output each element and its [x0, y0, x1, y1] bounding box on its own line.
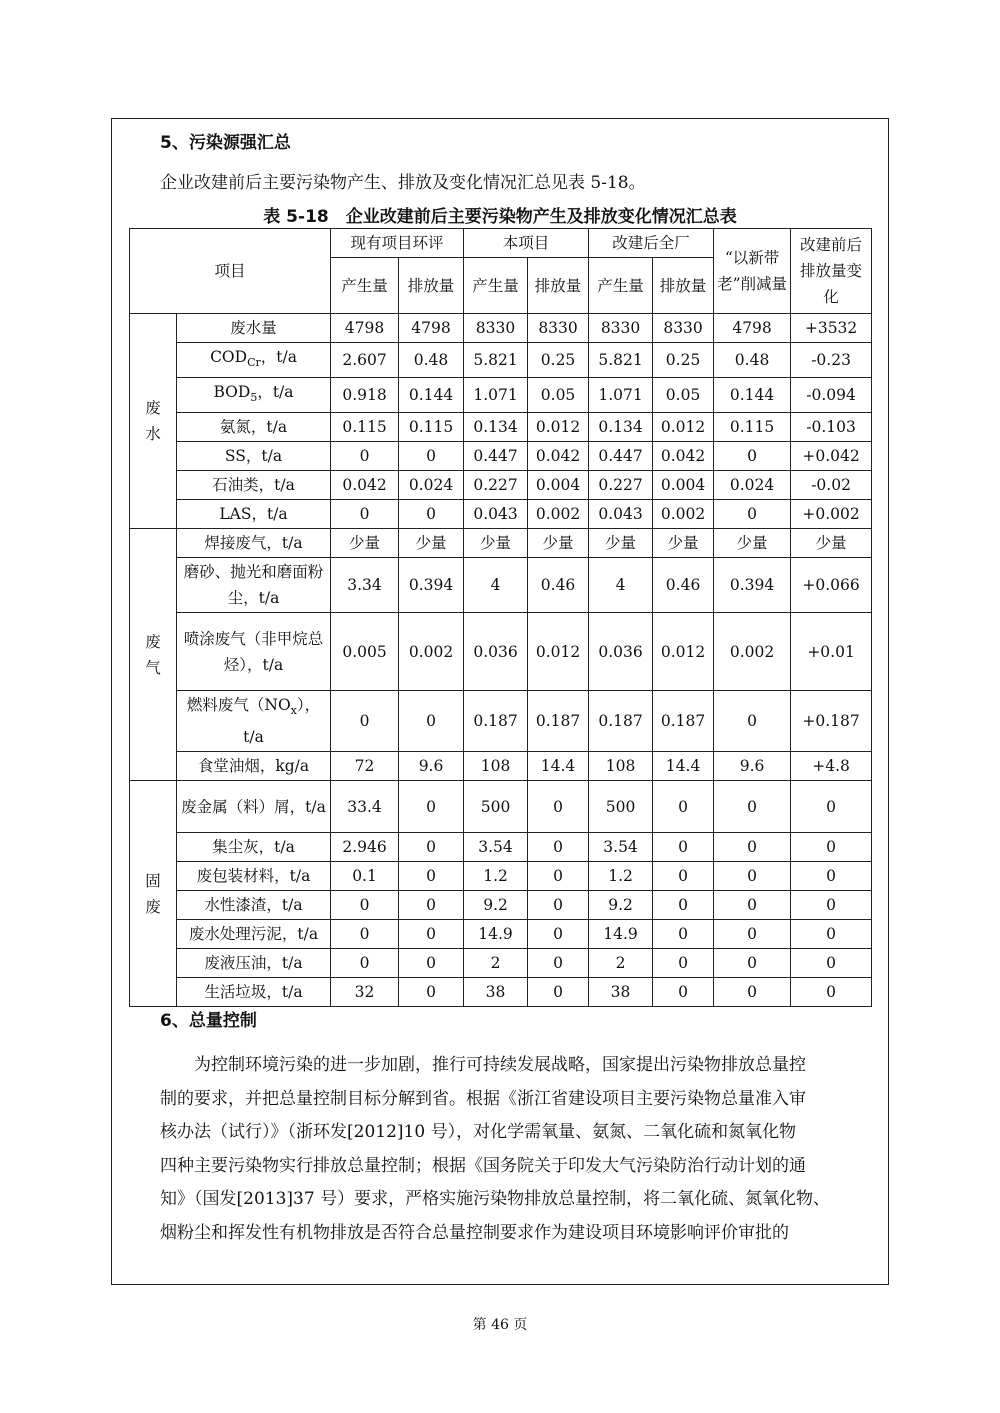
item-label-cell: 石油类，t/a: [177, 471, 331, 500]
value-cell: 少量: [589, 529, 653, 558]
value-cell: 0: [399, 949, 464, 978]
value-cell: 0: [399, 442, 464, 471]
value-cell: 0.187: [653, 691, 714, 752]
value-cell: 0.012: [528, 613, 589, 691]
value-cell: 0.227: [464, 471, 528, 500]
value-cell: 2.946: [331, 833, 399, 862]
value-cell: 1.071: [589, 378, 653, 413]
value-cell: 0: [528, 891, 589, 920]
value-cell: 0: [714, 691, 791, 752]
value-cell: 0: [791, 920, 872, 949]
value-cell: 0.004: [528, 471, 589, 500]
value-cell: 0.48: [399, 343, 464, 378]
value-cell: 8330: [528, 314, 589, 343]
value-cell: -0.103: [791, 413, 872, 442]
value-cell: 0: [714, 500, 791, 529]
section-6-body: [160, 1049, 880, 1250]
table-row: [130, 442, 872, 471]
table-row: [130, 314, 872, 343]
value-cell: 14.4: [653, 752, 714, 781]
value-cell: 0.447: [464, 442, 528, 471]
header-item: 项目: [130, 229, 331, 314]
value-cell: 0.036: [589, 613, 653, 691]
value-cell: 0.187: [589, 691, 653, 752]
header-reduce: “以新带老”削减量: [714, 229, 791, 314]
value-cell: 0: [653, 949, 714, 978]
value-cell: 0: [528, 862, 589, 891]
value-cell: 0.46: [653, 558, 714, 613]
value-cell: 0.115: [331, 413, 399, 442]
section-5-title: 5、污染源强汇总: [160, 133, 291, 153]
value-cell: 0.115: [399, 413, 464, 442]
table-row: [130, 691, 872, 752]
value-cell: 0: [714, 862, 791, 891]
table-row: [130, 343, 872, 378]
table-row: [130, 891, 872, 920]
value-cell: 0.002: [399, 613, 464, 691]
header-change: 改建前后排放量变化: [791, 229, 872, 314]
header-discharge: 排放量: [653, 258, 714, 314]
table-row: [130, 613, 872, 691]
table-row: [130, 500, 872, 529]
value-cell: 少量: [714, 529, 791, 558]
value-cell: 38: [464, 978, 528, 1007]
value-cell: 0.002: [528, 500, 589, 529]
page-number: 第 46 页: [472, 1317, 528, 1333]
value-cell: 0: [399, 891, 464, 920]
value-cell: 0: [653, 978, 714, 1007]
table-row: [130, 471, 872, 500]
value-cell: +0.002: [791, 500, 872, 529]
header-after: 改建后全厂: [589, 229, 714, 258]
value-cell: 0.043: [464, 500, 528, 529]
paragraph-line: 核办法（试行）》（浙环发[2012]10 号），对化学需氧量、氨氮、二氧化硫和氮氧化物: [160, 1122, 797, 1142]
value-cell: 0.042: [331, 471, 399, 500]
value-cell: 0.918: [331, 378, 399, 413]
value-cell: 0: [653, 781, 714, 833]
value-cell: 0: [399, 833, 464, 862]
table-row: [130, 949, 872, 978]
header-produce: 产生量: [464, 258, 528, 314]
value-cell: 8330: [653, 314, 714, 343]
table-row: [130, 378, 872, 413]
item-label-cell: 废水量: [177, 314, 331, 343]
header-existing: 现有项目环评: [331, 229, 464, 258]
value-cell: 0: [714, 949, 791, 978]
header-discharge: 排放量: [528, 258, 589, 314]
value-cell: 3.54: [464, 833, 528, 862]
value-cell: 少量: [653, 529, 714, 558]
value-cell: 3.34: [331, 558, 399, 613]
table-row: [130, 781, 872, 833]
value-cell: 32: [331, 978, 399, 1007]
value-cell: 9.6: [399, 752, 464, 781]
value-cell: +3532: [791, 314, 872, 343]
item-label-cell: 废水处理污泥，t/a: [177, 920, 331, 949]
value-cell: 0.002: [653, 500, 714, 529]
value-cell: -0.02: [791, 471, 872, 500]
value-cell: 0.394: [714, 558, 791, 613]
value-cell: 0.48: [714, 343, 791, 378]
value-cell: 0: [791, 833, 872, 862]
value-cell: 0: [791, 891, 872, 920]
value-cell: 0.187: [464, 691, 528, 752]
value-cell: 0: [714, 833, 791, 862]
pollutant-table: [129, 228, 872, 1007]
value-cell: 38: [589, 978, 653, 1007]
value-cell: 0.05: [653, 378, 714, 413]
value-cell: 0.012: [653, 613, 714, 691]
header-project: 本项目: [464, 229, 589, 258]
value-cell: 0: [331, 500, 399, 529]
table-body: [130, 314, 872, 1007]
value-cell: 0.024: [714, 471, 791, 500]
value-cell: 0.1: [331, 862, 399, 891]
value-cell: 0.004: [653, 471, 714, 500]
value-cell: 2.607: [331, 343, 399, 378]
value-cell: 0.002: [714, 613, 791, 691]
value-cell: 0.447: [589, 442, 653, 471]
value-cell: 0: [331, 949, 399, 978]
value-cell: 0: [399, 978, 464, 1007]
header-discharge: 排放量: [399, 258, 464, 314]
table-row: [130, 978, 872, 1007]
paragraph-line: 知》（国发[2013]37 号）要求，严格实施污染物排放总量控制，将二氧化硫、氮氧化物、: [160, 1189, 831, 1209]
item-label-cell: LAS，t/a: [177, 500, 331, 529]
value-cell: 0.25: [653, 343, 714, 378]
value-cell: 少量: [399, 529, 464, 558]
value-cell: 0.042: [653, 442, 714, 471]
value-cell: 0: [399, 920, 464, 949]
value-cell: 108: [589, 752, 653, 781]
value-cell: 0.187: [528, 691, 589, 752]
value-cell: 0: [791, 862, 872, 891]
item-label-cell: $BOD_5$，t/a: [177, 378, 331, 413]
value-cell: 0.012: [653, 413, 714, 442]
item-label-cell: 废液压油，t/a: [177, 949, 331, 978]
value-cell: 8330: [589, 314, 653, 343]
value-cell: 1.071: [464, 378, 528, 413]
value-cell: 0.394: [399, 558, 464, 613]
value-cell: 0: [399, 862, 464, 891]
value-cell: -0.23: [791, 343, 872, 378]
value-cell: 0: [714, 920, 791, 949]
category-cell: 固 废: [130, 781, 177, 1007]
value-cell: 500: [464, 781, 528, 833]
category-cell: 废 气: [130, 529, 177, 781]
value-cell: 0: [399, 781, 464, 833]
value-cell: 4: [589, 558, 653, 613]
category-cell: 废 水: [130, 314, 177, 529]
value-cell: 0: [791, 949, 872, 978]
table-row: [130, 413, 872, 442]
header-produce: 产生量: [589, 258, 653, 314]
value-cell: 14.9: [589, 920, 653, 949]
item-label-cell: 磨砂、抛光和磨面粉尘，t/a: [177, 558, 331, 613]
value-cell: 0: [331, 442, 399, 471]
value-cell: -0.094: [791, 378, 872, 413]
value-cell: 0: [653, 920, 714, 949]
value-cell: 33.4: [331, 781, 399, 833]
value-cell: 9.2: [589, 891, 653, 920]
value-cell: 少量: [464, 529, 528, 558]
section-5-intro: 企业改建前后主要污染物产生、排放及变化情况汇总见表 5-18。: [160, 173, 646, 193]
table-row: [130, 529, 872, 558]
paragraph-line: 四种主要污染物实行排放总量控制；根据《国务院关于印发大气污染防治行动计划的通: [160, 1155, 806, 1176]
value-cell: 5.821: [589, 343, 653, 378]
value-cell: 4: [464, 558, 528, 613]
paragraph-line: 为控制环境污染的进一步加剧，推行可持续发展战略，国家提出污染物排放总量控: [160, 1055, 806, 1075]
value-cell: 0: [714, 978, 791, 1007]
value-cell: 4798: [714, 314, 791, 343]
value-cell: 2: [589, 949, 653, 978]
item-label-cell: 焊接废气，t/a: [177, 529, 331, 558]
value-cell: 5.821: [464, 343, 528, 378]
table-row: [130, 833, 872, 862]
value-cell: 72: [331, 752, 399, 781]
value-cell: 少量: [331, 529, 399, 558]
value-cell: 3.54: [589, 833, 653, 862]
item-label-cell: 生活垃圾，t/a: [177, 978, 331, 1007]
value-cell: 0.134: [464, 413, 528, 442]
item-label-cell: SS，t/a: [177, 442, 331, 471]
table-caption: 表 5-18 企业改建前后主要污染物产生及排放变化情况汇总表: [263, 207, 737, 227]
section-6-title: 6、总量控制: [160, 1011, 257, 1031]
value-cell: 4798: [331, 314, 399, 343]
value-cell: 0.134: [589, 413, 653, 442]
value-cell: 0.115: [714, 413, 791, 442]
value-cell: 0.024: [399, 471, 464, 500]
value-cell: 0.042: [528, 442, 589, 471]
value-cell: 0: [714, 781, 791, 833]
value-cell: +0.042: [791, 442, 872, 471]
item-label-cell: 废包装材料，t/a: [177, 862, 331, 891]
value-cell: 少量: [791, 529, 872, 558]
item-label-cell: 食堂油烟，kg/a: [177, 752, 331, 781]
item-label-cell: 氨氮，t/a: [177, 413, 331, 442]
value-cell: 0: [528, 920, 589, 949]
item-label-cell: $COD_{Cr}$，t/a: [177, 343, 331, 378]
item-label-cell: 废金属（料）屑，t/a: [177, 781, 331, 833]
value-cell: 0: [714, 891, 791, 920]
value-cell: 0.25: [528, 343, 589, 378]
value-cell: 0: [653, 891, 714, 920]
value-cell: +0.01: [791, 613, 872, 691]
value-cell: 0: [528, 781, 589, 833]
table-row: [130, 752, 872, 781]
item-label-cell: 集尘灰，t/a: [177, 833, 331, 862]
value-cell: 14.9: [464, 920, 528, 949]
item-label-cell: 喷涂废气（非甲烷总烃），t/a: [177, 613, 331, 691]
value-cell: 0.227: [589, 471, 653, 500]
paragraph-line: 制的要求，并把总量控制目标分解到省。根据《浙江省建设项目主要污染物总量准入审: [160, 1088, 806, 1109]
value-cell: 0: [331, 920, 399, 949]
value-cell: 0.144: [399, 378, 464, 413]
value-cell: 0: [331, 891, 399, 920]
value-cell: 0.144: [714, 378, 791, 413]
value-cell: 0: [653, 862, 714, 891]
value-cell: 0.043: [589, 500, 653, 529]
value-cell: 0.005: [331, 613, 399, 691]
value-cell: 108: [464, 752, 528, 781]
value-cell: +0.066: [791, 558, 872, 613]
value-cell: 0: [791, 978, 872, 1007]
value-cell: +4.8: [791, 752, 872, 781]
value-cell: 少量: [528, 529, 589, 558]
value-cell: 1.2: [464, 862, 528, 891]
value-cell: 0.46: [528, 558, 589, 613]
value-cell: 9.6: [714, 752, 791, 781]
item-label-cell: 水性漆渣，t/a: [177, 891, 331, 920]
value-cell: 9.2: [464, 891, 528, 920]
paragraph-line: 烟粉尘和挥发性有机物排放是否符合总量控制要求作为建设项目环境影响评价审批的: [160, 1222, 789, 1243]
item-label-cell: 燃料废气$(NO_x)$，t/a: [177, 691, 331, 752]
value-cell: 0.012: [528, 413, 589, 442]
value-cell: 0: [399, 691, 464, 752]
value-cell: 8330: [464, 314, 528, 343]
value-cell: 0.036: [464, 613, 528, 691]
value-cell: 14.4: [528, 752, 589, 781]
value-cell: 0.05: [528, 378, 589, 413]
value-cell: 500: [589, 781, 653, 833]
table-row: [130, 862, 872, 891]
table-row: [130, 920, 872, 949]
value-cell: 0: [399, 500, 464, 529]
value-cell: 0: [528, 978, 589, 1007]
value-cell: +0.187: [791, 691, 872, 752]
value-cell: 0: [653, 833, 714, 862]
value-cell: 4798: [399, 314, 464, 343]
value-cell: 0: [714, 442, 791, 471]
table-row: [130, 558, 872, 613]
value-cell: 0: [331, 691, 399, 752]
value-cell: 0: [791, 781, 872, 833]
value-cell: 2: [464, 949, 528, 978]
value-cell: 0: [528, 949, 589, 978]
value-cell: 0: [528, 833, 589, 862]
header-produce: 产生量: [331, 258, 399, 314]
value-cell: 1.2: [589, 862, 653, 891]
